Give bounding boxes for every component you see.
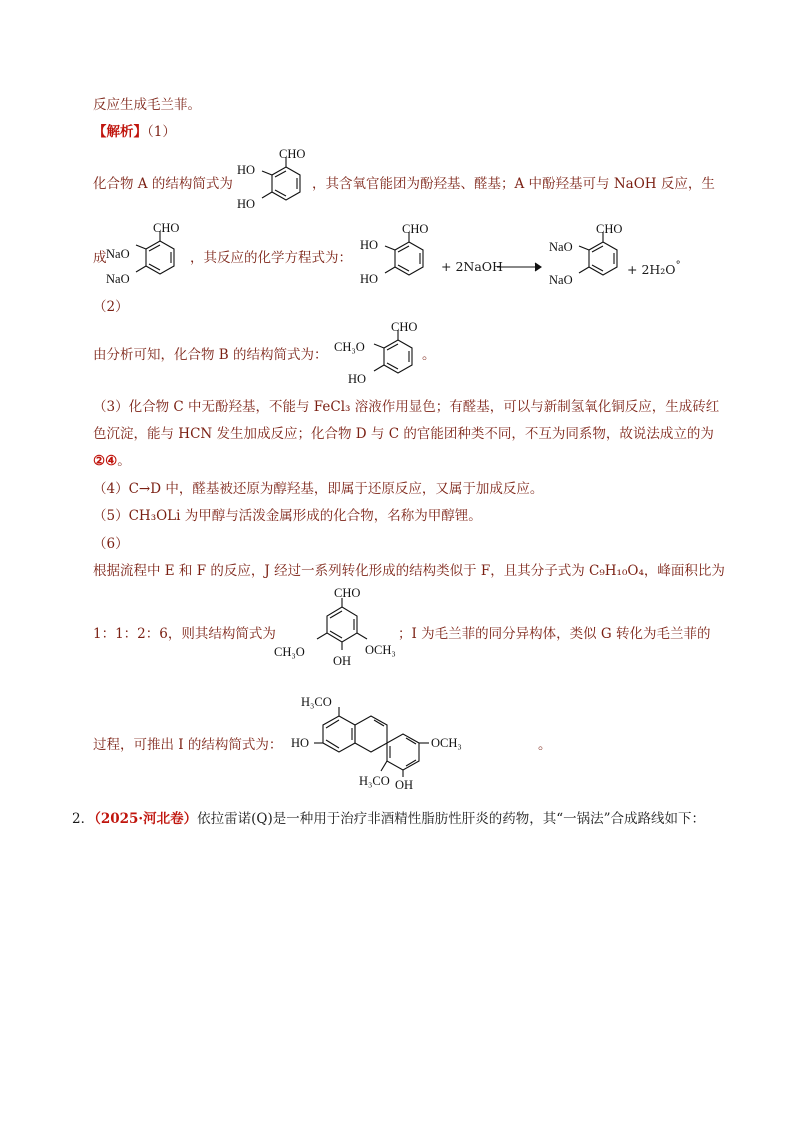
- line-12: （6）: [93, 536, 129, 552]
- question-2: [72, 810, 705, 828]
- analysis-tag: 【解析】: [93, 124, 147, 140]
- line-08: 色沉淀，能与 HCN 发生加成反应；化合物 D 与 C 的官能团种类不同，不互为同系物，故说法成立的为: [93, 426, 714, 442]
- line-05: （2）: [93, 299, 129, 315]
- question-text: 依拉雷诺(Q)是一种用于治疗非酒精性脂肪性肝炎的药物，其“一锅法”合成路线如下：: [197, 811, 706, 827]
- structure-sodium-salt: [104, 220, 190, 292]
- svg-text:HO: HO: [360, 238, 379, 252]
- svg-text:HO: HO: [237, 197, 256, 211]
- svg-text:CHO: CHO: [402, 222, 429, 236]
- svg-text:NaO: NaO: [549, 240, 573, 254]
- line-03a: 化合物 A 的结构简式为: [93, 176, 233, 192]
- svg-text:NaO: NaO: [549, 273, 573, 287]
- svg-text:OH: OH: [395, 778, 414, 792]
- line-03b: ，其含氧官能团为酚羟基、醛基；A 中酚羟基可与 NaOH 反应，生: [312, 176, 715, 192]
- line-04a: 成: [93, 250, 107, 266]
- equation-product: [547, 221, 633, 293]
- svg-text:HO: HO: [291, 736, 310, 750]
- structure-b: [334, 319, 426, 391]
- line-13: 根据流程中 E 和 F 的反应，J 经过一系列转化形成的结构类似于 F，且其分子式为 C₉H₁₀O₄，峰面积比为: [93, 563, 725, 579]
- equation-reactant: [357, 221, 437, 293]
- svg-text:CHO: CHO: [334, 586, 361, 600]
- svg-text:NaO: NaO: [106, 272, 130, 286]
- line-06b: 。: [422, 347, 436, 363]
- svg-text:H₃CO: H₃CO: [359, 774, 390, 788]
- structure-j: [272, 586, 402, 678]
- line-14b: ；I 为毛兰菲的同分异构体，类似 G 转化为毛兰菲的: [398, 626, 711, 642]
- svg-text:HO: HO: [360, 272, 379, 286]
- svg-text:OH: OH: [333, 654, 352, 668]
- svg-text:CHO: CHO: [391, 320, 418, 334]
- equation-water: + 2H₂O°: [627, 260, 681, 277]
- line-10: （4）C→D 中，醛基被还原为醇羟基，即属于还原反应，又属于加成反应。: [93, 481, 544, 497]
- line-02: [93, 123, 176, 141]
- svg-text:CHO: CHO: [596, 222, 623, 236]
- question-number: 2．: [72, 811, 95, 827]
- svg-text:CHO: CHO: [153, 221, 180, 235]
- svg-text:CH₃O: CH₃O: [334, 340, 365, 354]
- svg-text:OCH₃: OCH₃: [365, 643, 396, 657]
- line-15a: 过程，可推出 I 的结构简式为：: [93, 737, 283, 753]
- line-07: （3）化合物 C 中无酚羟基，不能与 FeCl₃ 溶液作用显色；有醛基，可以与新制氢氧化铜反应，生成砖红: [93, 399, 720, 415]
- line-09: ②④。: [93, 453, 131, 469]
- equation-naoh: + 2NaOH: [441, 259, 503, 274]
- answer-choices: ②④: [93, 453, 118, 469]
- reaction-arrow: [497, 262, 543, 272]
- svg-text:HO: HO: [237, 163, 256, 177]
- svg-text:HO: HO: [348, 372, 367, 386]
- part-1-label: （1）: [147, 124, 176, 140]
- line-04b: ，其反应的化学方程式为：: [190, 250, 352, 266]
- svg-text:H₃CO: H₃CO: [301, 695, 332, 709]
- structure-i: [291, 694, 541, 794]
- question-source: （2025·河北卷）: [94, 811, 198, 827]
- line-15b: 。: [538, 737, 552, 753]
- svg-text:OCH₃: OCH₃: [431, 736, 462, 750]
- svg-text:CHO: CHO: [279, 147, 306, 161]
- line-01: 反应生成毛兰菲。: [93, 97, 201, 113]
- line-11: （5）CH₃OLi 为甲醇与活泼金属形成的化合物，名称为甲醇锂。: [93, 508, 482, 524]
- line-14a: 1：1：2：6，则其结构简式为: [93, 626, 276, 642]
- svg-text:NaO: NaO: [106, 247, 130, 261]
- svg-text:CH₃O: CH₃O: [274, 645, 305, 659]
- line-06a: 由分析可知，化合物 B 的结构简式为：: [93, 347, 328, 363]
- structure-a: [234, 146, 314, 218]
